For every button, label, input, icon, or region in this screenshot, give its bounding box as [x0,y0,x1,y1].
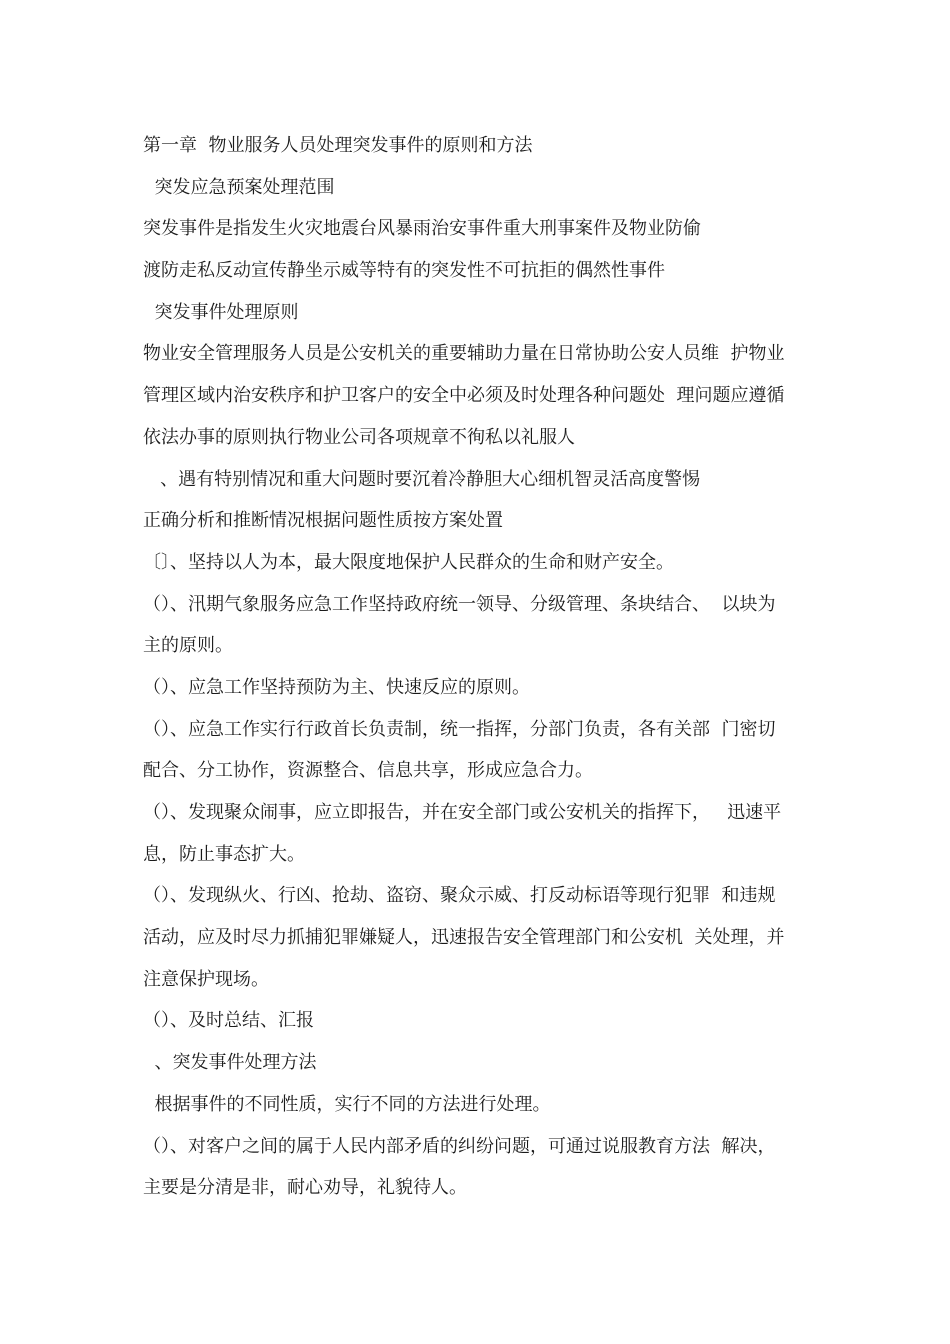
list-item-line: 〔〕、坚持以人为本，最大限度地保护人民群众的生命和财产安全。 [143,551,674,573]
list-item-line: （）、发现纵火、行凶、抢劫、盗窃、聚众示威、打反动标语等现行犯罪 和违规 [143,885,776,907]
paragraph-line: 管理区域内治安秩序和护卫客户的安全中必须及时处理各种问题处 理问题应遵循 [143,385,785,407]
section-heading: 突发事件处理原则 [143,301,299,323]
list-item-line: 配合、分工协作，资源整合、信息共享，形成应急合力。 [143,760,593,782]
list-item-line: （）、对客户之间的属于人民内部矛盾的纠纷问题，可通过说服教育方法 解决， [143,1135,776,1157]
section-heading: 、突发事件处理方法 [143,1052,317,1074]
paragraph-line: 突发事件是指发生火灾地震台风暴雨治安事件重大刑事案件及物业防偷 [143,218,701,240]
paragraph-line: 、遇有特别情况和重大问题时要沉着冷静胆大心细机智灵活高度警惕 [143,468,701,490]
list-item-line: （）、及时总结、汇报 [143,1010,314,1032]
paragraph-line: 依法办事的原则执行物业公司各项规章不徇私以礼服人 [143,426,575,448]
list-item-line: （）、应急工作实行行政首长负责制，统一指挥，分部门负责，各有关部 门密切 [143,718,776,740]
list-item-line: 活动，应及时尽力抓捕犯罪嫌疑人，迅速报告安全管理部门和公安机 关处理，并 [143,927,785,949]
list-item-line: （）、汛期气象服务应急工作坚持政府统一领导、分级管理、条块结合、 以块为 [143,593,776,615]
paragraph-line: 物业安全管理服务人员是公安机关的重要辅助力量在日常协助公安人员维 护物业 [143,343,785,365]
chapter-title: 第一章 物业服务人员处理突发事件的原则和方法 [143,135,533,156]
list-item-line: （）、发现聚众闹事，应立即报告，并在安全部门或公安机关的指挥下， 迅速平 [143,802,782,823]
section-heading: 突发应急预案处理范围 [143,176,335,198]
list-item-line: 主要是分清是非，耐心劝导，礼貌待人。 [143,1177,467,1199]
document-body [143,125,833,1209]
paragraph-line: 渡防走私反动宣传静坐示威等特有的突发性不可抗拒的偶然性事件 [143,260,665,282]
list-item-line: 注意保护现场。 [143,968,269,990]
list-item-line: 主的原则。 [143,635,233,657]
paragraph-line: 正确分析和推断情况根据问题性质按方案处置 [143,510,503,532]
list-item-line: （）、应急工作坚持预防为主、快速反应的原则。 [143,676,530,698]
list-item-line: 息，防止事态扩大。 [143,843,305,865]
paragraph-line: 根据事件的不同性质，实行不同的方法进行处理。 [143,1093,551,1115]
